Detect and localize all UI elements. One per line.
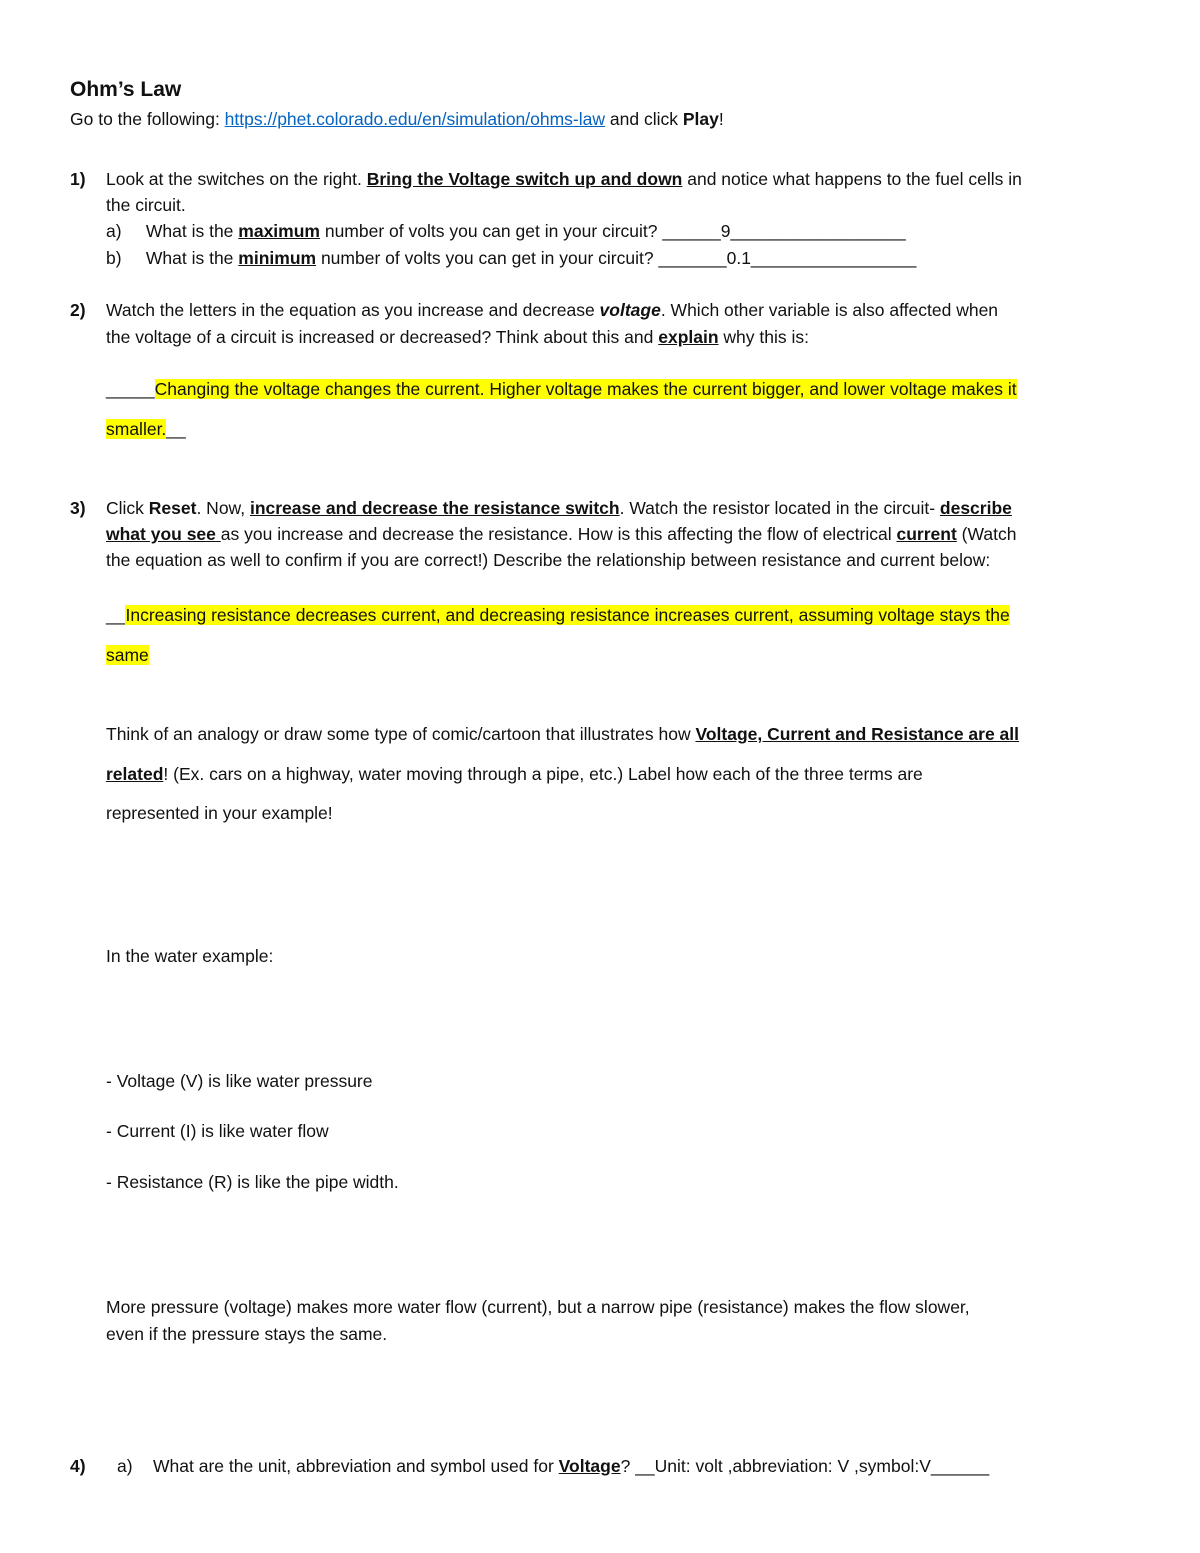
intro-prefix: Go to the following: [70,109,225,129]
intro-suffix: ! [718,109,724,129]
q3-answer-text1: Increasing resistance decreases current, and decreasing resistance increases current, assuming voltage stays the [125,605,1010,625]
q1b-bold: minimum [238,248,317,268]
q3-answer-text2: same [106,645,149,665]
q3-answer-blank: __ [106,605,126,625]
water-voltage: - Voltage (V) is like water pressure [106,1071,373,1091]
q3-answer-line2[interactable] [106,644,149,666]
q2-answer-tail: __ [166,419,186,439]
q1a-bold: maximum [238,221,320,241]
q3-answer-line1[interactable] [106,604,1010,626]
q3-current: current [896,524,957,544]
q4a-pre: What are the unit, abbreviation and symbol used for [153,1456,559,1476]
q1-text-bold: Bring the Voltage switch up and down [366,169,683,189]
q1-text-c: and notice what happens to the fuel cells in [682,169,1022,189]
page-title: Ohm’s Law [70,78,182,101]
q3-resistance-switch: increase and decrease the resistance switch [249,498,620,518]
q4a-post: ? [620,1456,636,1476]
q1a-label: a) [106,221,122,241]
analogy-l2b: ! (Ex. cars on a highway, water moving through a pipe, etc.) Label how each of the three terms are [163,764,923,784]
water-resistance: - Resistance (R) is like the pipe width. [106,1172,399,1192]
q2-explain: explain [658,327,719,347]
water-current: - Current (I) is like water flow [106,1121,329,1141]
q2-answer-line2[interactable] [106,418,186,440]
q4-number: 4) [70,1456,86,1476]
q1-number: 1) [70,169,86,189]
q2-answer-text2: smaller. [106,419,167,439]
q2-answer-line1[interactable] [106,378,1017,400]
more-pressure-line1: More pressure (voltage) makes more water flow (current), but a narrow pipe (resistance) makes the flow slower, [106,1297,970,1317]
q3-reset: Reset [148,498,197,518]
q1-line2: the circuit. [106,195,186,215]
intro-play: Play [682,109,719,129]
q2-text-voltage: voltage [599,300,661,320]
q4a-voltage: Voltage [558,1456,621,1476]
intro-middle: and click [605,109,683,129]
phet-link[interactable]: https://phet.colorado.edu/en/simulation/ohms-law [224,109,606,129]
q4a-answer[interactable]: __Unit: volt ,abbreviation: V ,symbol:V______ [635,1456,990,1476]
q3-l2b: as you increase and decrease the resistance. How is this affecting the flow of electrical [220,524,897,544]
q2-text-a: Watch the letters in the equation as you increase and decrease [106,300,600,320]
q3-l1e: . Watch the resistor located in the circuit- [619,498,940,518]
analogy-line1 [106,723,1019,745]
intro-line [70,108,724,130]
q2-line2 [106,326,809,348]
q1-line1 [106,168,1022,190]
q1-text-a: Look at the switches on the right. [106,169,367,189]
q3-l2d: (Watch [956,524,1017,544]
q1b-label: b) [106,248,122,268]
water-intro: In the water example: [106,946,274,966]
q4a-line [153,1455,989,1477]
q3-line3: the equation as well to confirm if you are correct!) Describe the relationship between resistance and current below: [106,550,991,570]
q1b-line [106,247,916,269]
q2-answer-blank: _____ [106,379,155,399]
q1b-post: number of volts you can get in your circuit? [316,248,659,268]
q2-line2c: why this is: [718,327,809,347]
q3-line1 [106,497,1012,519]
analogy-l1b: Voltage, Current and Resistance are all [695,724,1020,744]
q4a-label: a) [117,1456,133,1476]
q1a-pre: What is the [145,221,239,241]
analogy-related: related [106,764,164,784]
q2-line2a: the voltage of a circuit is increased or decreased? Think about this and [106,327,659,347]
more-pressure-line2: even if the pressure stays the same. [106,1324,388,1344]
q1a-answer[interactable]: ______9__________________ [662,221,906,241]
analogy-l1a: Think of an analogy or draw some type of comic/cartoon that illustrates how [106,724,696,744]
q3-number: 3) [70,498,86,518]
q2-number: 2) [70,300,86,320]
q3-what-you-see: what you see [106,524,221,544]
q2-text-c: . Which other variable is also affected when [660,300,999,320]
analogy-line2 [106,763,923,785]
q3-l1c: . Now, [196,498,250,518]
analogy-line3: represented in your example! [106,803,333,823]
q3-l1a: Click [106,498,149,518]
q3-describe: describe [939,498,1012,518]
q1a-post: number of volts you can get in your circuit? [319,221,663,241]
q1a-line [106,220,906,242]
q2-answer-text1: Changing the voltage changes the current. Higher voltage makes the current bigger, and lower voltage makes it [154,379,1017,399]
q1b-answer[interactable]: _______0.1_________________ [658,248,917,268]
q1b-pre: What is the [145,248,239,268]
q3-line2 [106,523,1016,545]
q2-line1 [106,299,998,321]
